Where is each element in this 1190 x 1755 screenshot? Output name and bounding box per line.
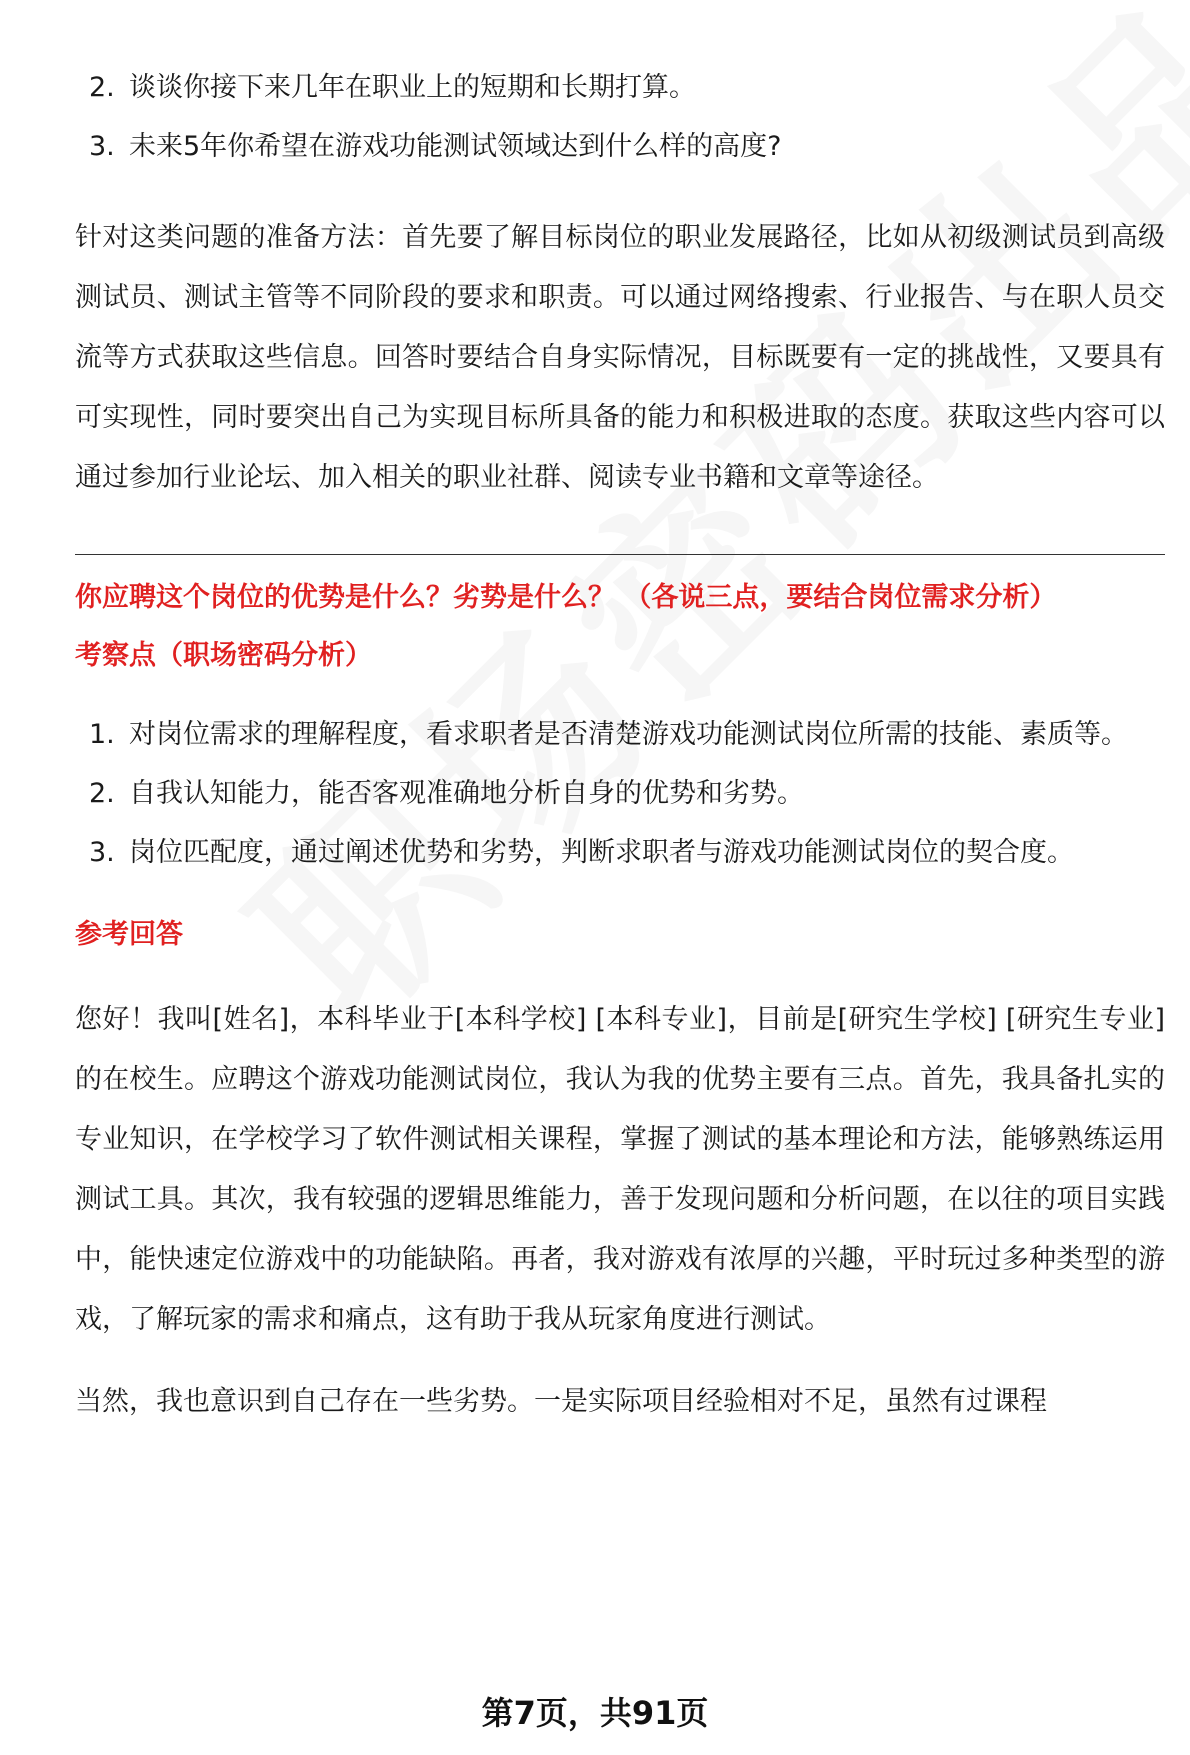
list-item-text: 谈谈你接下来几年在职业上的短期和长期打算。 xyxy=(129,72,696,103)
list-number: 2. xyxy=(89,72,115,103)
list-item xyxy=(75,58,1165,117)
list-item-text: 岗位匹配度，通过阐述优势和劣势，判断求职者与游戏功能测试岗位的契合度。 xyxy=(129,837,1074,868)
page-content xyxy=(75,58,1165,1432)
list-number: 2. xyxy=(89,778,115,809)
list-number: 1. xyxy=(89,719,115,750)
answer-paragraph: 您好！我叫[姓名]，本科毕业于[本科学校] [本科专业]，目前是[研究生学校] [研究生专业]的在校生。应聘这个游戏功能测试岗位，我认为我的优势主要有三点。首先，我具备扎实的专业知识，在学校学习了软件测试相关课程，掌握了测试的基本理论和方法，能够熟练运用测试工具。其次，我有较强的逻辑思维能力，善于发现问题和分析问题，在以往的项目实践中，能快速定位游戏中的功能缺陷。再者，我对游戏有浓厚的兴趣，平时玩过多种类型的游戏，了解玩家的需求和痛点，这有助于我从玩家角度进行测试。 xyxy=(75,1004,1165,1335)
list-item-text: 自我认知能力，能否客观准确地分析自身的优势和劣势。 xyxy=(129,778,804,809)
list-item xyxy=(75,705,1165,764)
interview-question-heading: 你应聘这个岗位的优势是什么？劣势是什么？ （各说三点，要结合岗位需求分析） xyxy=(75,582,1057,613)
list-item xyxy=(75,764,1165,823)
exam-points-list xyxy=(75,705,1165,882)
list-number: 3. xyxy=(89,837,115,868)
answer-paragraph: 当然，我也意识到自己存在一些劣势。一是实际项目经验相对不足，虽然有过课程 xyxy=(75,1386,1047,1417)
list-number: 3. xyxy=(89,131,115,162)
exam-points-heading: 考察点（职场密码分析） xyxy=(75,640,372,671)
list-item-text: 未来5年你希望在游戏功能测试领域达到什么样的高度? xyxy=(129,131,782,162)
preparation-paragraph: 针对这类问题的准备方法：首先要了解目标岗位的职业发展路径，比如从初级测试员到高级测试员、测试主管等不同阶段的要求和职责。可以通过网络搜索、行业报告、与在职人员交流等方式获取这些信息。回答时要结合自身实际情况，目标既要有一定的挑战性，又要具有可实现性，同时要突出自己为实现目标所具备的能力和积极进取的态度。获取这些内容可以通过参加行业论坛、加入相关的职业社群、阅读专业书籍和文章等途径。 xyxy=(75,222,1165,493)
list-item xyxy=(75,117,1165,176)
career-question-list xyxy=(75,58,1165,176)
page-number-footer: 第7页，共91页 xyxy=(481,1694,709,1732)
list-item-text: 对岗位需求的理解程度，看求职者是否清楚游戏功能测试岗位所需的技能、素质等。 xyxy=(129,719,1128,750)
list-item xyxy=(75,823,1165,882)
section-divider xyxy=(75,554,1165,555)
reference-answer-heading: 参考回答 xyxy=(75,919,183,950)
